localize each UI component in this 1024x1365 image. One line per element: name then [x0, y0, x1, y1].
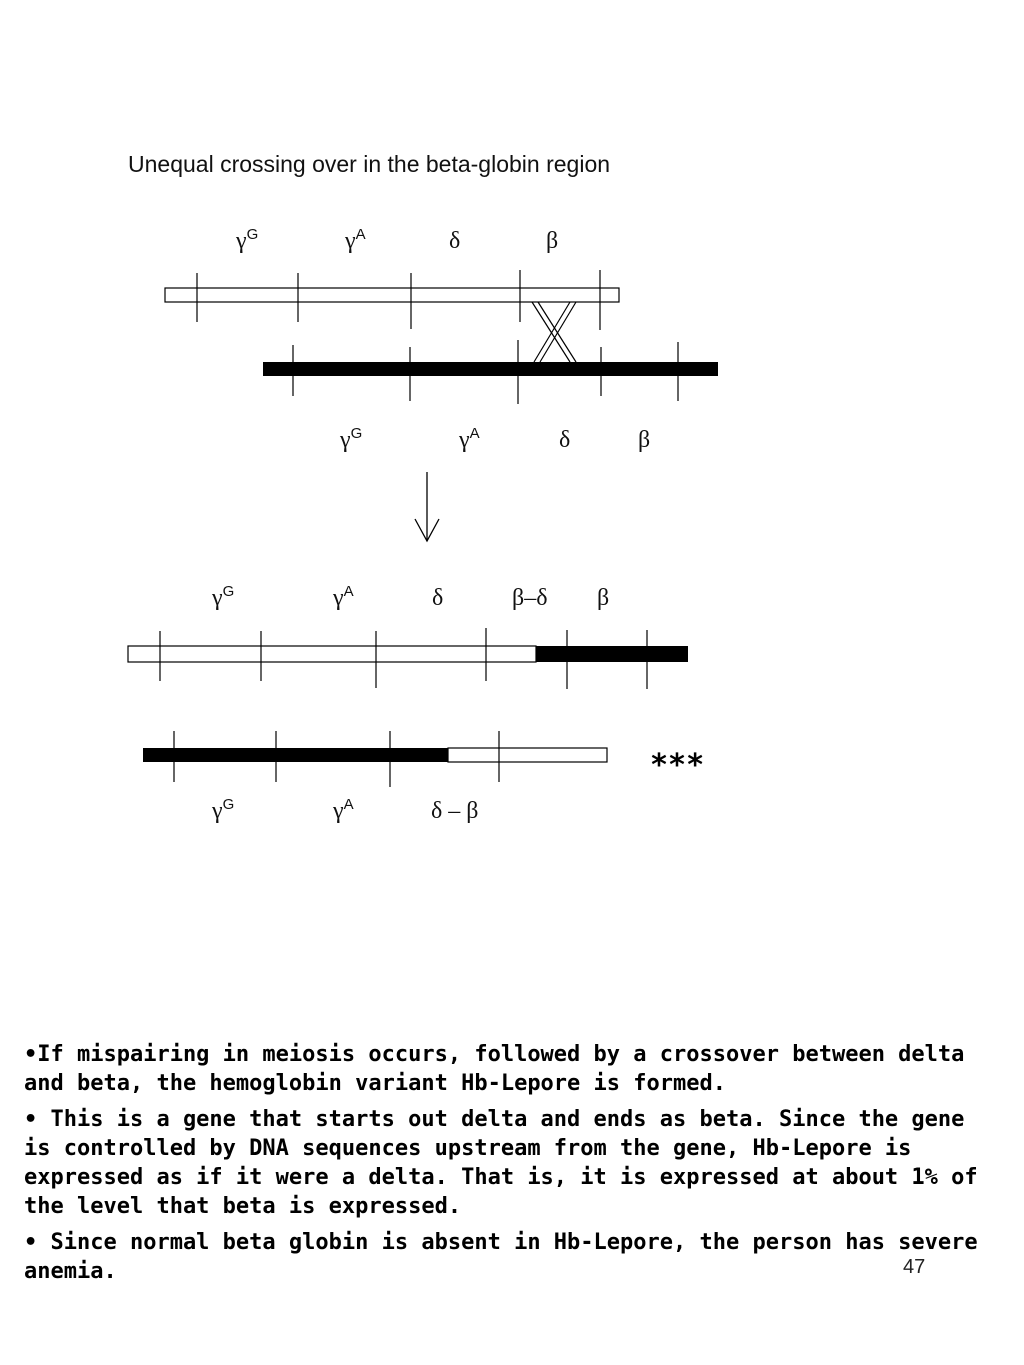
crossover-x: [532, 302, 576, 362]
label-gamma-g-top: γG: [236, 226, 259, 254]
product2-white-segment: [448, 748, 607, 762]
label-gamma-a-bottom: γA: [459, 425, 480, 453]
label-beta-product1: β: [597, 585, 610, 611]
chromosome-bottom-black: [263, 340, 718, 453]
explanation-notes: [24, 1040, 999, 1293]
slide-number: 47: [903, 1256, 926, 1278]
note-paragraph: • This is a gene that starts out delta and ends as beta. Since the gene is controlled by DNA sequences upstream from the gene, Hb-Lepore is expressed as if it were a delta. That is, it is expressed at about 1% of the level that beta is expressed.: [24, 1107, 978, 1219]
label-beta-delta-product1: β–δ: [512, 585, 548, 611]
white-bar-top: [165, 288, 619, 302]
label-beta-bottom: β: [638, 427, 651, 453]
label-delta-top: δ: [449, 228, 461, 254]
down-arrow-icon: [415, 472, 439, 541]
note-paragraph: • Since normal beta globin is absent in Hb-Lepore, the person has severe anemia.: [24, 1230, 978, 1284]
product-chromosome-1: [128, 583, 688, 689]
label-delta-beta-product2: δ – β: [431, 798, 479, 824]
product1-black-segment: [536, 646, 688, 662]
label-delta-bottom: δ: [559, 427, 571, 453]
product-chromosome-2-lepore: [143, 731, 704, 824]
product1-white-segment: [128, 646, 536, 662]
label-gamma-g-product2: γG: [212, 796, 235, 824]
label-gamma-g-product1: γG: [212, 583, 235, 611]
label-delta-product1: δ: [432, 585, 444, 611]
diagram-title: Unequal crossing over in the beta-globin region: [128, 151, 611, 177]
label-gamma-a-product2: γA: [333, 796, 354, 824]
label-gamma-a-product1: γA: [333, 583, 354, 611]
label-gamma-a-top: γA: [345, 226, 366, 254]
chromosome-top-white: [165, 226, 619, 330]
note-paragraph: •If mispairing in meiosis occurs, followed by a crossover between delta and beta, the hemoglobin variant Hb-Lepore is formed.: [24, 1042, 965, 1096]
lepore-marker: ***: [650, 748, 705, 783]
black-bar-bottom: [263, 362, 718, 376]
product2-black-segment: [143, 748, 448, 762]
label-gamma-g-bottom: γG: [340, 425, 363, 453]
label-beta-top: β: [546, 228, 559, 254]
